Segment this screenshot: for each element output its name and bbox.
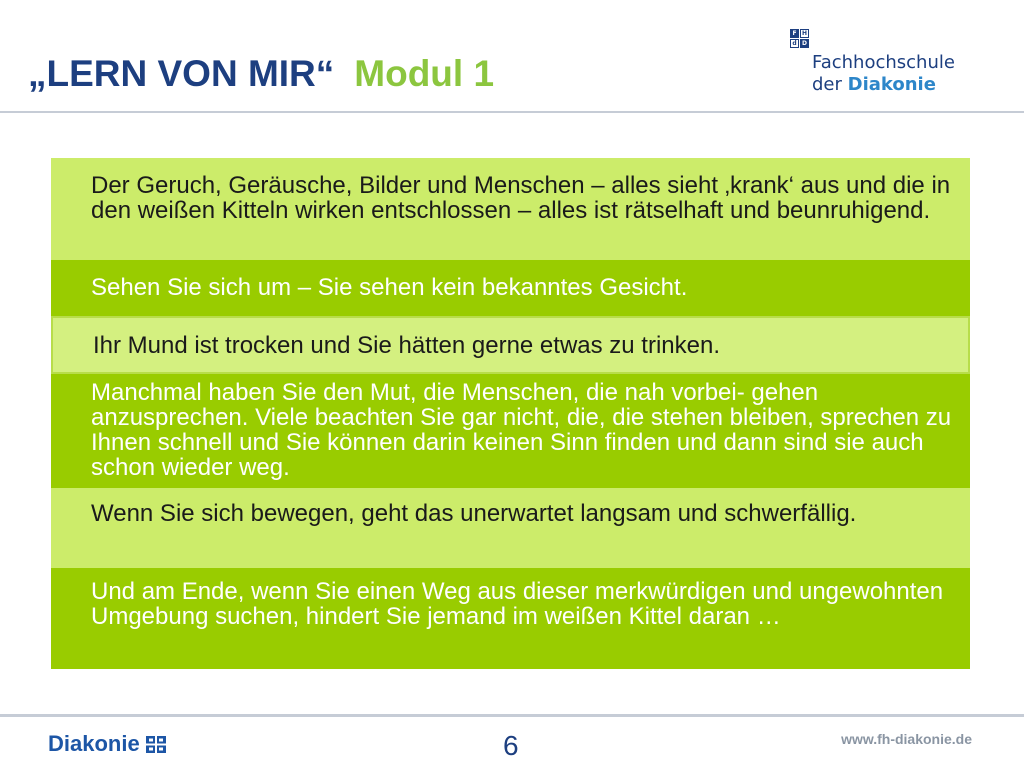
fh-logo-line2-name: Diakonie (847, 74, 936, 95)
text-panel (51, 158, 970, 260)
footer-divider (0, 714, 1024, 717)
panel-text: Und am Ende, wenn Sie einen Weg aus dieser merkwürdigen und ungewohnten Umgebung suchen, hindert Sie jemand im weißen Kittel daran … (91, 578, 944, 630)
fh-logo-icon (790, 29, 810, 49)
page-number: 6 (503, 730, 519, 761)
fh-logo-cell: H (801, 30, 808, 37)
text-panel (51, 260, 970, 316)
diakonie-cross-icon (146, 736, 166, 753)
diakonie-logo (48, 733, 166, 755)
website-link[interactable]: www.fh-diakonie.de (841, 731, 972, 747)
fh-logo (812, 52, 955, 96)
diakonie-logo-text: Diakonie (48, 731, 140, 756)
text-panel (51, 488, 970, 568)
slide-title-module: Modul 1 (354, 53, 495, 94)
slide-title-main: „LERN VON MIR“ (28, 53, 335, 94)
fh-logo-cell: d (790, 39, 799, 48)
panel-text: Manchmal haben Sie den Mut, die Menschen, die nah vorbei- gehen anzusprechen. Viele beachten Sie gar nicht, die, die stehen bleiben, sprechen zu Ihnen schnell und Sie können darin keinen Sinn finden und dann sind sie auch schon wieder weg. (91, 379, 952, 481)
panel-text: Sehen Sie sich um – Sie sehen kein bekanntes Gesicht. (91, 274, 688, 301)
panel-text: Ihr Mund ist trocken und Sie hätten gerne etwas zu trinken. (93, 332, 721, 359)
header-divider (0, 111, 1024, 113)
panel-text: Wenn Sie sich bewegen, geht das unerwartet langsam und schwerfällig. (91, 500, 857, 527)
text-panel (51, 316, 970, 374)
text-panel (51, 374, 970, 488)
fh-logo-line2-prefix: der (812, 74, 848, 95)
panel-text: Der Geruch, Geräusche, Bilder und Menschen – alles sieht ‚krank‘ aus und die in den weißen Kitteln wirken entschlossen – alles ist rätselhaft und beunruhigend. (91, 172, 951, 224)
text-panel (51, 568, 970, 669)
fh-logo-line1: Fachhochschule (812, 52, 955, 73)
fh-logo-cell: D (800, 39, 809, 48)
fh-logo-line2 (812, 74, 955, 96)
fh-logo-cell: F (790, 29, 799, 38)
slide-title (28, 50, 494, 98)
